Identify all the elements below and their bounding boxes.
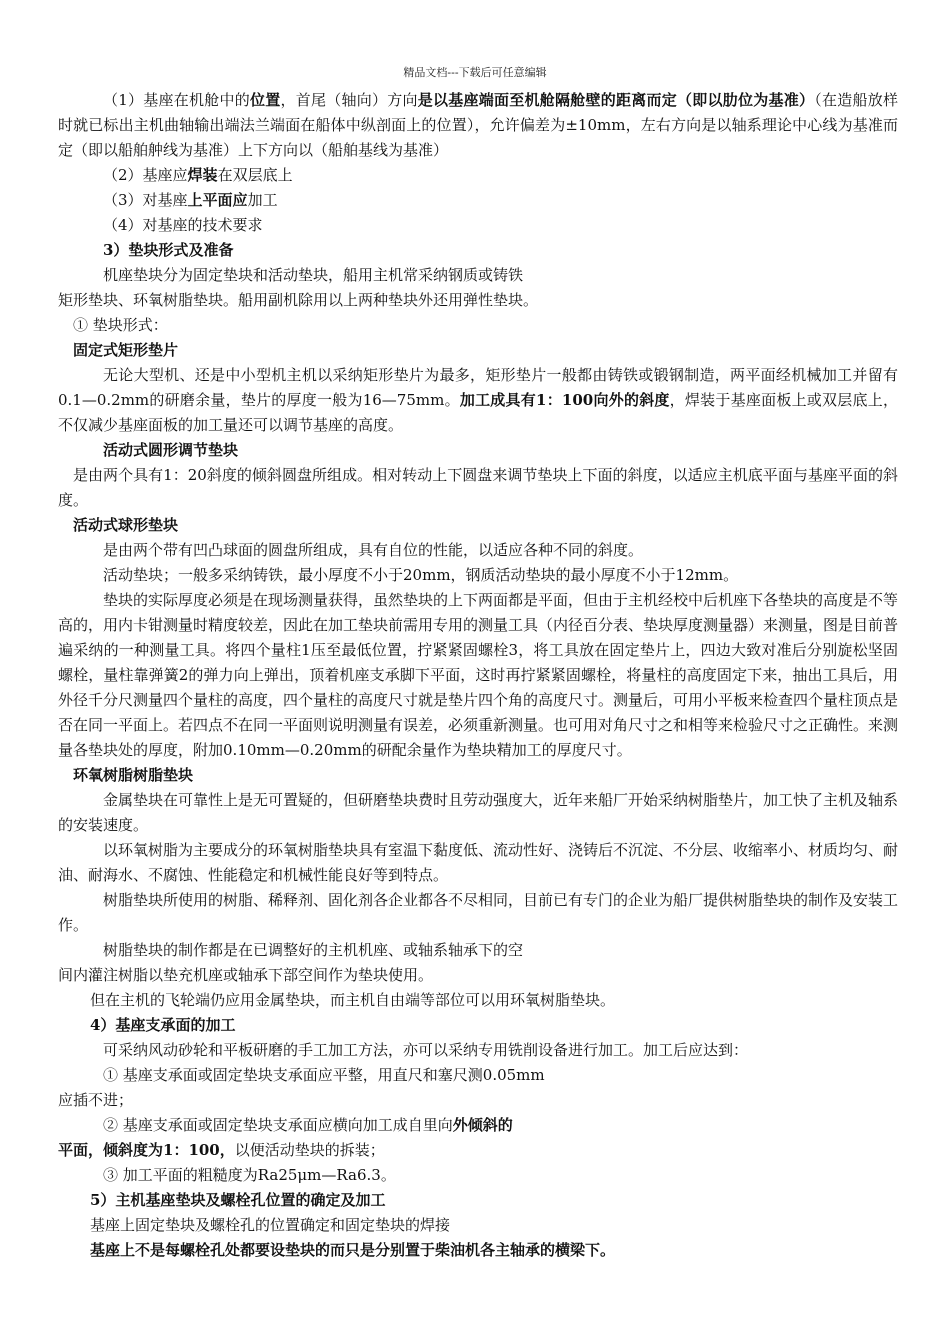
paragraph-base-position [58, 88, 898, 163]
section-heading-3 [58, 238, 898, 263]
paragraph-requirement-1b: 应插不进； [58, 1091, 134, 1109]
page-header: 精品文档---下载后可任意编辑 [403, 66, 547, 79]
subheading-round-chock [58, 438, 898, 463]
subheading-fixed-chock [58, 338, 898, 363]
paragraph-round-chock: 是由两个具有1：20斜度的倾斜圆盘所组成。相对转动上下圆盘来调节垫块上下面的斜度，以适应主机底平面与基座平面的斜度。 [58, 466, 898, 509]
heading-text: 3）垫块形式及准备 [103, 241, 234, 259]
subheading-epoxy-chock [58, 763, 898, 788]
paragraph-requirement-3: ③ 加工平面的粗糙度为Ra25μm—Ra6.3。 [103, 1166, 396, 1184]
paragraph-requirement-2b [58, 1138, 898, 1163]
bold-run: 焊装 [187, 166, 218, 184]
paragraph-machining-method: 可采纳风动砂轮和平板研磨的手工加工方法，亦可以采纳专用铣削设备进行加工。加工后应达到： [103, 1041, 749, 1059]
text-run: （在造船放样时就已标出主机曲轴输出端法兰端面在船体中纵剖面上的位置），允许偏差为±10mm，左右方向是以轴系理论中心线为基准而定（即以船舶舯线为基准）上下方向以（船舶基线为基准） [58, 91, 898, 159]
subheading-spherical-chock [58, 513, 898, 538]
heading-text: 固定式矩形垫片 [73, 341, 179, 359]
text-run: （3）对基座 [103, 191, 188, 209]
section-heading-4 [58, 1013, 898, 1038]
bold-run: 上平面应 [187, 191, 248, 209]
paragraph-chock-types-b: 矩形垫块、环氧树脂垫块。船用副机除用以上两种垫块外还用弹性垫块。 [58, 291, 539, 309]
paragraph-base-machining [58, 188, 898, 213]
paragraph-epoxy-properties: 以环氧树脂为主要成分的环氧树脂垫块具有室温下黏度低、流动性好、浇铸后不沉淀、不分层、收缩率小、材质均匀、耐油、耐海水、不腐蚀、性能稳定和机械性能良好等到特点。 [58, 841, 899, 884]
paragraph-requirement-2a [58, 1113, 898, 1138]
paragraph-base-requirements: （4）对基座的技术要求 [103, 216, 263, 234]
heading-text: 活动式圆形调节垫块 [103, 441, 239, 459]
bold-run: 是以基座端面至机舱隔舱壁的距离而定（即以肋位为基准） [417, 91, 815, 109]
text-run: ② 基座支承面或固定垫块支承面应横向加工成自里向 [103, 1116, 453, 1134]
paragraph-chock-measurement: 垫块的实际厚度必须是在现场测量获得，虽然垫块的上下两面都是平面，但由于主机经校中后机座下各垫块的高度是不等高的，用内卡钳测量时精度较差，因此在加工垫块前需用专用的测量工具（内径百分表、垫块厚度测量器）来测量，图是目前普遍采纳的一种测量工具。将四个量柱1压至最低位置，拧紧紧固螺栓3，将工具放在固定垫片上，四边大致对准后分别旋松坚固螺栓，量柱靠弹簧2的弹力向上弹出，顶着机座支承脚下平面，这时再拧紧紧固螺栓，将量柱的高度固定下来，抽出工具后，用外径千分尺测量四个量柱的高度，四个量柱的高度尺寸就是垫片四个角的高度尺寸。测量后，可用小平板来检查四个量柱顶点是否在同一平面上。若四点不在同一平面则说明测量有误差，必须重新测量。也可用对角尺寸之和相等来检验尺寸之正确性。来测量各垫块处的厚度，附加0.10mm—0.20mm的研配余量作为垫块精加工的厚度尺寸。 [58, 591, 899, 759]
bold-run: 基座上不是每螺栓孔处都要设垫块的而只是分别置于柴油机各主轴承的横梁下。 [90, 1241, 616, 1259]
paragraph-base-weld [58, 163, 898, 188]
heading-text: 4）基座支承面的加工 [90, 1016, 236, 1034]
paragraph-chock-location [58, 1238, 898, 1263]
paragraph-chock-types-a: 机座垫块分为固定垫块和活动垫块，船用主机常采纳钢质或铸铁 [103, 266, 524, 284]
paragraph-epoxy-intro: 金属垫块在可靠性上是无可置疑的，但研磨垫块费时且劳动强度大，近年来船厂开始采纳树脂垫片，加工快了主机及轴系的安装速度。 [58, 791, 899, 834]
bold-run: 位置 [250, 91, 281, 109]
document-body [58, 88, 898, 1263]
heading-text: 5）主机基座垫块及螺栓孔位置的确定及加工 [90, 1191, 386, 1209]
heading-text: 环氧树脂树脂垫块 [73, 766, 194, 784]
paragraph-epoxy-suppliers: 树脂垫块所使用的树脂、稀释剂、固化剂各企业都各不尽相同，目前已有专门的企业为船厂提供树脂垫块的制作及安装工作。 [58, 891, 899, 934]
text-run: ，首尾（轴向）方向 [280, 91, 418, 109]
bold-run: 加工成具有1：100向外的斜度 [459, 391, 670, 409]
paragraph-bolt-hole-position: 基座上固定垫块及螺栓孔的位置确定和固定垫块的焊接 [90, 1216, 451, 1234]
paragraph-movable-chock: 活动垫块；一般多采纳铸铁，最小厚度不小于20mm，钢质活动垫块的最小厚度不小于12mm。 [103, 566, 739, 584]
bold-run: 外倾斜的 [452, 1116, 513, 1134]
heading-text: 活动式球形垫块 [73, 516, 179, 534]
paragraph-chock-forms: ① 垫块形式： [73, 316, 168, 334]
bold-run: 平面，倾斜度为1：100， [58, 1141, 235, 1159]
paragraph-epoxy-making-a: 树脂垫块的制作都是在已调整好的主机机座、或轴系轴承下的空 [103, 941, 524, 959]
text-run: ，焊装于基座面板上或双层底上，不仅减少基座面板的加工量还可以调节基座的高度。 [58, 391, 898, 434]
paragraph-epoxy-making-b: 间内灌注树脂以垫充机座或轴承下部空间作为垫块使用。 [58, 966, 434, 984]
paragraph-flywheel-end: 但在主机的飞轮端仍应用金属垫块，而主机自由端等部位可以用环氧树脂垫块。 [90, 991, 616, 1009]
text-run: 以便活动垫块的拆装； [234, 1141, 385, 1159]
text-run: （2）基座应 [103, 166, 188, 184]
paragraph-fixed-chock [58, 363, 898, 438]
text-run: 无论大型机、还是中小型机主机以采纳矩形垫片为最多，矩形垫片一般都由铸铁或锻钢制造，两平面经机械加工并留有0.1—0.2mm的研磨余量，垫片的厚度一般为16—75mm。 [58, 366, 898, 409]
text-run: 加工 [247, 191, 278, 209]
paragraph-requirement-1a: ① 基座支承面或固定垫块支承面应平整，用直尺和塞尺测0.05mm [103, 1066, 545, 1084]
text-run: 在双层底上 [217, 166, 293, 184]
section-heading-5 [58, 1188, 898, 1213]
text-run: （1）基座在机舱中的 [103, 91, 251, 109]
paragraph-spherical-chock: 是由两个带有凹凸球面的圆盘所组成，具有自位的性能，以适应各种不同的斜度。 [103, 541, 644, 559]
